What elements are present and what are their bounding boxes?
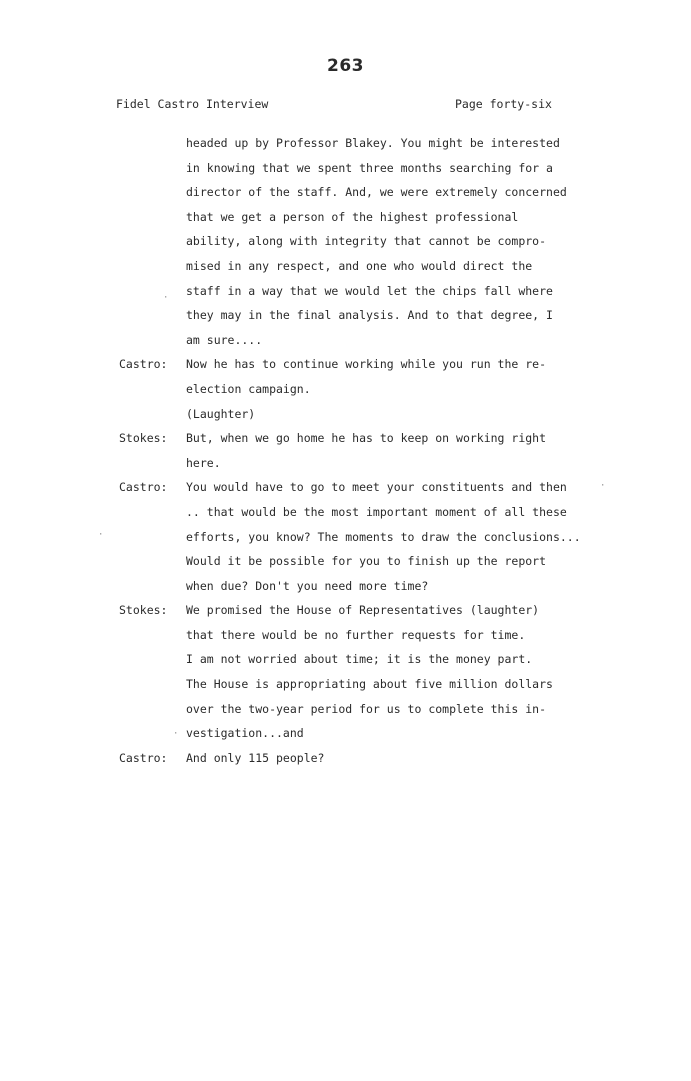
page-number: 263 <box>327 56 364 76</box>
transcript-line <box>0 180 691 205</box>
transcript-line <box>0 500 691 525</box>
speaker-label: Stokes: <box>119 603 168 618</box>
transcript-line <box>0 279 691 304</box>
transcript-line <box>0 229 691 254</box>
speaker-label: Castro: <box>119 357 168 372</box>
line-text: And only 115 people? <box>186 750 325 765</box>
transcript-line <box>0 475 691 500</box>
transcript-line <box>0 721 691 746</box>
transcript-line <box>0 525 691 550</box>
line-text: am sure.... <box>186 332 263 347</box>
line-text: vestigation...and <box>186 726 304 741</box>
transcript-line <box>0 697 691 722</box>
line-text: But, when we go home he has to keep on working right <box>186 431 547 446</box>
scan-speck: · <box>173 729 179 739</box>
line-text: ability, along with integrity that cannot be compro- <box>186 234 547 249</box>
transcript-line <box>0 746 691 771</box>
line-text: Now he has to continue working while you run the re- <box>186 357 547 372</box>
transcript-line <box>0 377 691 402</box>
line-text: here. <box>186 455 221 470</box>
transcript-line <box>0 623 691 648</box>
transcript-line <box>0 156 691 181</box>
transcript-line <box>0 352 691 377</box>
transcript-line <box>0 328 691 353</box>
line-text: director of the staff. And, we were extremely concerned <box>186 185 567 200</box>
line-text: The House is appropriating about five million dollars <box>186 677 553 692</box>
transcript-line <box>0 131 691 156</box>
line-text: that we get a person of the highest professional <box>186 209 519 224</box>
transcript-line <box>0 205 691 230</box>
scan-speck: · <box>98 530 104 540</box>
line-text: over the two-year period for us to complete this in- <box>186 701 547 716</box>
line-text: You would have to go to meet your constituents and then <box>186 480 567 495</box>
line-text: .. that would be the most important moment of all these <box>186 504 567 519</box>
scan-speck: · <box>600 481 606 491</box>
speaker-label: Castro: <box>119 480 168 495</box>
line-text: We promised the House of Representatives (laughter) <box>186 603 540 618</box>
speaker-label: Stokes: <box>119 431 168 446</box>
scan-speck: · <box>163 293 169 303</box>
line-text: they may in the final analysis. And to that degree, I <box>186 308 553 323</box>
line-text: when due? Don't you need more time? <box>186 578 429 593</box>
line-text: I am not worried about time; it is the money part. <box>186 652 533 667</box>
transcript-line <box>0 426 691 451</box>
transcript-line <box>0 672 691 697</box>
transcript-line <box>0 254 691 279</box>
line-text: mised in any respect, and one who would direct the <box>186 258 533 273</box>
line-text: efforts, you know? The moments to draw the conclusions... <box>186 529 581 544</box>
line-text: that there would be no further requests for time. <box>186 627 526 642</box>
line-text: election campaign. <box>186 381 311 396</box>
line-text: staff in a way that we would let the chips fall where <box>186 283 553 298</box>
transcript-body <box>0 131 691 770</box>
transcript-line <box>0 402 691 427</box>
page-label: Page forty-six <box>455 97 552 111</box>
line-text: in knowing that we spent three months searching for a <box>186 160 553 175</box>
line-text: headed up by Professor Blakey. You might be interested <box>186 136 560 150</box>
transcript-line <box>0 598 691 623</box>
speaker-label: Castro: <box>119 750 168 765</box>
line-text: Would it be possible for you to finish up the report <box>186 554 547 569</box>
document-title: Fidel Castro Interview <box>116 97 269 111</box>
transcript-line <box>0 549 691 574</box>
transcript-line <box>0 303 691 328</box>
line-text: (Laughter) <box>186 406 256 421</box>
transcript-line <box>0 451 691 476</box>
transcript-line <box>0 647 691 672</box>
transcript-line <box>0 574 691 599</box>
